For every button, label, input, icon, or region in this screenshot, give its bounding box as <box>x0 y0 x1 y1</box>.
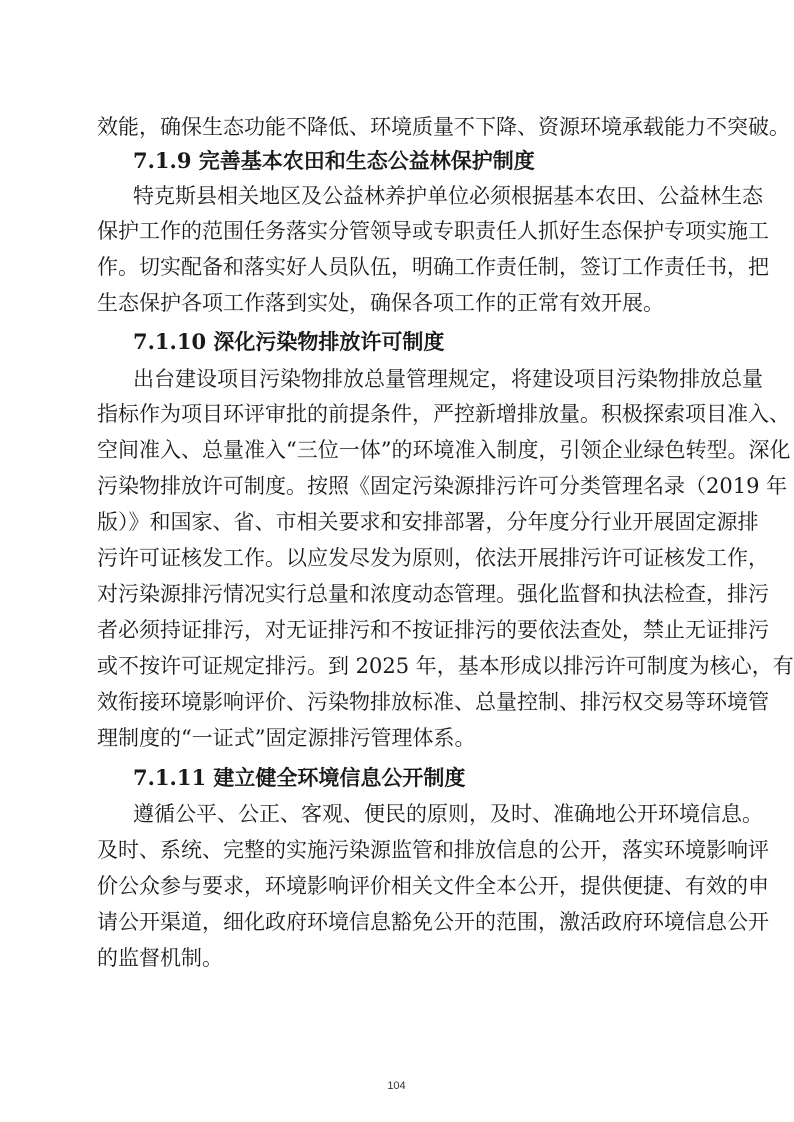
paragraph-line: 空间准入、总量准入“三位一体”的环境准入制度，引领企业绿色转型。深化 <box>97 438 791 462</box>
page-number: 104 <box>387 1080 406 1092</box>
paragraph-line: 及时、系统、完整的实施污染源监管和排放信息的公开，落实环境影响评 <box>97 838 769 862</box>
section-heading-7-1-9: 7.1.9 完善基本农田和生态公益林保护制度 <box>133 148 535 173</box>
paragraph-line: 遵循公平、公正、客观、便民的原则，及时、准确地公开环境信息。 <box>133 802 763 826</box>
section-heading-7-1-11: 7.1.11 建立健全环境信息公开制度 <box>133 765 466 790</box>
paragraph-line: 污染物排放许可制度。按照《固定污染源排污许可分类管理名录（2019 年 <box>97 474 788 498</box>
paragraph-line: 污许可证核发工作。以应发尽发为原则，依法开展排污许可证核发工作， <box>97 546 769 570</box>
paragraph-line: 或不按许可证规定排污。到 2025 年，基本形成以排污许可制度为核心，有 <box>97 654 794 678</box>
paragraph-line: 效能，确保生态功能不降低、环境质量不下降、资源环境承载能力不突破。 <box>97 115 790 139</box>
paragraph-line: 理制度的“一证式”固定源排污管理体系。 <box>97 726 476 750</box>
paragraph-line: 生态保护各项工作落到实处，确保各项工作的正常有效开展。 <box>97 291 664 315</box>
paragraph-line: 效衔接环境影响评价、污染物排放标准、总量控制、排污权交易等环境管 <box>97 690 769 714</box>
paragraph-line: 指标作为项目环评审批的前提条件，严控新增排放量。积极探索项目准入、 <box>97 402 790 426</box>
paragraph-line: 请公开渠道，细化政府环境信息豁免公开的范围，激活政府环境信息公开 <box>97 910 769 934</box>
paragraph-line: 保护工作的范围任务落实分管领导或专职责任人抓好生态保护专项实施工 <box>97 219 769 243</box>
paragraph-line: 价公众参与要求，环境影响评价相关文件全本公开，提供便捷、有效的申 <box>97 874 769 898</box>
paragraph-line: 作。切实配备和落实好人员队伍，明确工作责任制，签订工作责任书，把 <box>97 255 769 279</box>
paragraph-line: 的监督机制。 <box>97 946 223 970</box>
paragraph-line: 对污染源排污情况实行总量和浓度动态管理。强化监督和执法检查，排污 <box>97 582 769 606</box>
paragraph-line: 版）》和国家、省、市相关要求和安排部署，分年度分行业开展固定源排 <box>97 510 759 534</box>
paragraph-line: 出台建设项目污染物排放总量管理规定，将建设项目污染物排放总量 <box>133 367 763 391</box>
paragraph-line: 者必须持证排污，对无证排污和不按证排污的要依法查处，禁止无证排污 <box>97 618 769 642</box>
section-heading-7-1-10: 7.1.10 深化污染物排放许可制度 <box>133 329 445 354</box>
paragraph-line: 特克斯县相关地区及公益林养护单位必须根据基本农田、公益林生态 <box>133 184 763 208</box>
